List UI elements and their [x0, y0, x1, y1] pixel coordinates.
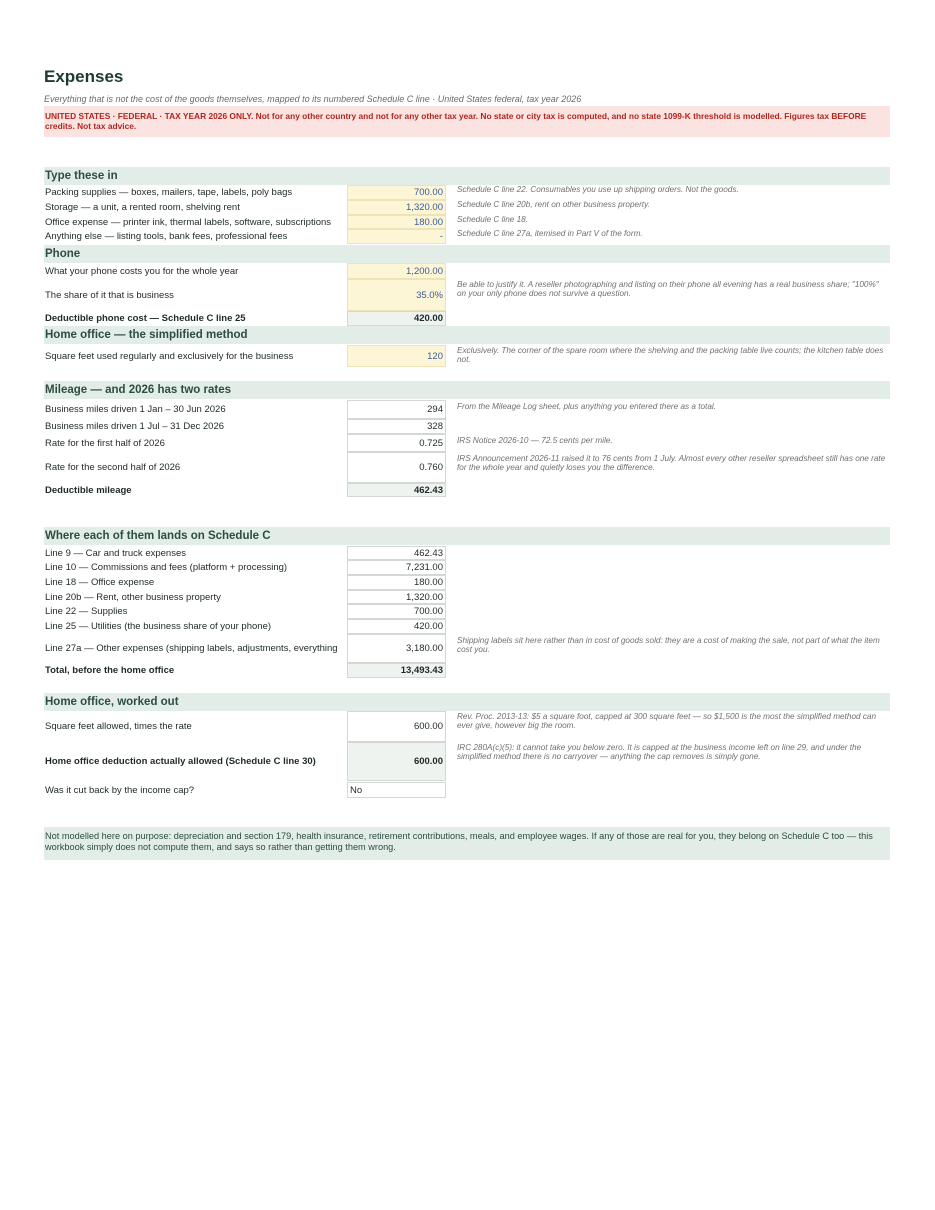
- row-label: What your phone costs you for the whole year: [45, 265, 239, 277]
- section-heading-home-office: Home office — the simplified method: [44, 326, 890, 344]
- row-note: Shipping labels sit here rather than in cost of goods sold: they are a cost of making the sale, not part of what the item cost you.: [457, 636, 880, 654]
- row-line-22: [44, 604, 890, 619]
- row-note: Schedule C line 18.: [457, 215, 529, 224]
- phone-deductible-value: 420.00: [347, 311, 446, 326]
- row-rate-first-half: [44, 434, 890, 452]
- warning-text: UNITED STATES · FEDERAL · TAX YEAR 2026 ONLY. Not for any other country and not for any other tax year. No state or city tax is computed, and no state 1099-K threshold is modelled. Figures tax BEFORE credits. Not tax advice.: [45, 111, 867, 131]
- not-modelled-footnote: Not modelled here on purpose: depreciation and section 179, health insurance, retirement contributions, meals, and employee wages. If any of those are real for you, they belong on Schedule C too — this workbook simply does not compute them, and says so rather than getting them wrong.: [44, 827, 890, 860]
- row-label: Line 10 — Commissions and fees (platform + processing): [45, 562, 288, 573]
- row-label: Square feet used regularly and exclusively for the business: [45, 350, 294, 362]
- packing-supplies-input[interactable]: 700.00: [347, 185, 446, 200]
- row-label: Packing supplies — boxes, mailers, tape, labels, poly bags: [45, 187, 293, 198]
- line-9-value: 462.43: [347, 546, 446, 560]
- row-line-18: [44, 575, 890, 590]
- row-label: Deductible phone cost — Schedule C line 25: [45, 313, 246, 324]
- office-expense-input[interactable]: 180.00: [347, 215, 446, 229]
- row-label: Home office deduction actually allowed (Schedule C line 30): [45, 756, 316, 767]
- row-label: Total, before the home office: [45, 665, 175, 676]
- rate-second-half-value: 0.760: [347, 452, 446, 483]
- section-heading-phone: Phone: [44, 245, 890, 263]
- row-label: Was it cut back by the income cap?: [45, 784, 195, 796]
- page-title: Expenses: [44, 67, 124, 86]
- row-storage: [44, 200, 890, 215]
- line-22-value: 700.00: [347, 604, 446, 619]
- row-square-feet: [44, 345, 890, 367]
- home-office-allowed-value: 600.00: [347, 742, 446, 781]
- row-note: IRS Notice 2026-10 — 72.5 cents per mile.: [457, 436, 613, 445]
- miles-first-half-value: 294: [347, 400, 446, 419]
- row-note: Schedule C line 22. Consumables you use up shipping orders. Not the goods.: [457, 185, 739, 194]
- row-label: Line 22 — Supplies: [45, 606, 128, 617]
- row-total-before-home-office: [44, 663, 890, 678]
- row-label: Business miles driven 1 Jan – 30 Jun 2026: [45, 404, 226, 415]
- line-20b-value: 1,320.00: [347, 590, 446, 604]
- phone-cost-input[interactable]: 1,200.00: [347, 263, 446, 279]
- line-25-value: 420.00: [347, 619, 446, 634]
- row-home-office-allowed: [44, 742, 890, 781]
- square-feet-input[interactable]: 120: [347, 345, 446, 367]
- row-line-10: [44, 560, 890, 575]
- row-note: Schedule C line 27a, itemised in Part V of the form.: [457, 229, 643, 238]
- row-label: Rate for the first half of 2026: [45, 437, 165, 449]
- row-label: Line 9 — Car and truck expenses: [45, 547, 186, 559]
- phone-share-input[interactable]: 35.0%: [347, 279, 446, 311]
- row-label: Square feet allowed, times the rate: [45, 721, 192, 732]
- row-phone-deductible: [44, 311, 890, 326]
- row-square-feet-allowed: [44, 711, 890, 742]
- row-deductible-mileage: [44, 483, 890, 497]
- row-label: Storage — a unit, a rented room, shelving rent: [45, 202, 240, 213]
- anything-else-input[interactable]: -: [347, 229, 446, 244]
- row-label: Office expense — printer ink, thermal labels, software, subscriptions: [45, 216, 332, 228]
- row-note: Schedule C line 20b, rent on other business property.: [457, 200, 650, 209]
- row-label: Anything else — listing tools, bank fees, professional fees: [45, 231, 288, 242]
- row-label: Rate for the second half of 2026: [45, 462, 181, 473]
- storage-input[interactable]: 1,320.00: [347, 200, 446, 215]
- line-27a-value: 3,180.00: [347, 634, 446, 663]
- row-packing-supplies: [44, 185, 890, 200]
- row-label: Line 18 — Office expense: [45, 577, 155, 588]
- line-10-value: 7,231.00: [347, 560, 446, 575]
- row-note: Exclusively. The corner of the spare room where the shelving and the packing table live counts; the kitchen table does not.: [457, 346, 884, 364]
- miles-second-half-value: 328: [347, 419, 446, 434]
- section-heading-mileage: Mileage — and 2026 has two rates: [44, 381, 890, 399]
- row-label: Line 25 — Utilities (the business share of your phone): [45, 621, 272, 632]
- row-line-20b: [44, 590, 890, 604]
- row-label: Deductible mileage: [45, 484, 132, 496]
- row-label: Line 27a — Other expenses (shipping labels, adjustments, everything: [45, 643, 338, 654]
- row-label: Business miles driven 1 Jul – 31 Dec 2026: [45, 421, 225, 432]
- section-heading-inputs: Type these in: [44, 167, 890, 185]
- row-line-9: [44, 546, 890, 560]
- row-phone-share: [44, 279, 890, 311]
- row-line-27a: [44, 634, 890, 663]
- row-label: The share of it that is business: [45, 289, 174, 301]
- row-note: From the Mileage Log sheet, plus anything you entered there as a total.: [457, 402, 716, 411]
- square-feet-allowed-value: 600.00: [347, 711, 446, 742]
- section-heading-home-office-worked: Home office, worked out: [44, 693, 890, 711]
- row-label: Line 20b — Rent, other business property: [45, 591, 221, 603]
- deductible-mileage-value: 462.43: [347, 483, 446, 497]
- rate-first-half-value: 0.725: [347, 434, 446, 452]
- row-anything-else: [44, 229, 890, 244]
- row-income-cap: [44, 782, 890, 798]
- row-miles-second-half: [44, 419, 890, 434]
- row-line-25: [44, 619, 890, 634]
- row-note: IRS Announcement 2026-11 raised it to 76 cents from 1 July. Almost every other reseller spreadsheet still has one rate for the whole year and quietly loses you the difference.: [457, 454, 886, 472]
- jurisdiction-warning: [44, 106, 890, 137]
- row-note: IRC 280A(c)(5): it cannot take you below zero. It is capped at the business income left on line 29, and under the simplified method there is no carryover — anything the cap removes is simply gone.: [457, 743, 862, 761]
- row-note: Be able to justify it. A reseller photographing and listing on their phone all evening has a real business share; "100%" on your only phone does not survive a question.: [457, 280, 879, 298]
- row-rate-second-half: [44, 452, 890, 483]
- page-subtitle: Everything that is not the cost of the goods themselves, mapped to its numbered Schedule C line · United States federal, tax year 2026: [44, 94, 582, 104]
- row-office-expense: [44, 215, 890, 229]
- line-18-value: 180.00: [347, 575, 446, 590]
- section-heading-schedule-c: Where each of them lands on Schedule C: [44, 527, 890, 545]
- row-miles-first-half: [44, 400, 890, 419]
- row-phone-cost: [44, 263, 890, 279]
- total-before-home-office-value: 13,493.43: [347, 663, 446, 678]
- income-cap-value: No: [347, 782, 446, 798]
- row-note: Rev. Proc. 2013-13: $5 a square foot, capped at 300 square feet — so $1,500 is the most the simplified method can ever give, however big the room.: [457, 712, 877, 730]
